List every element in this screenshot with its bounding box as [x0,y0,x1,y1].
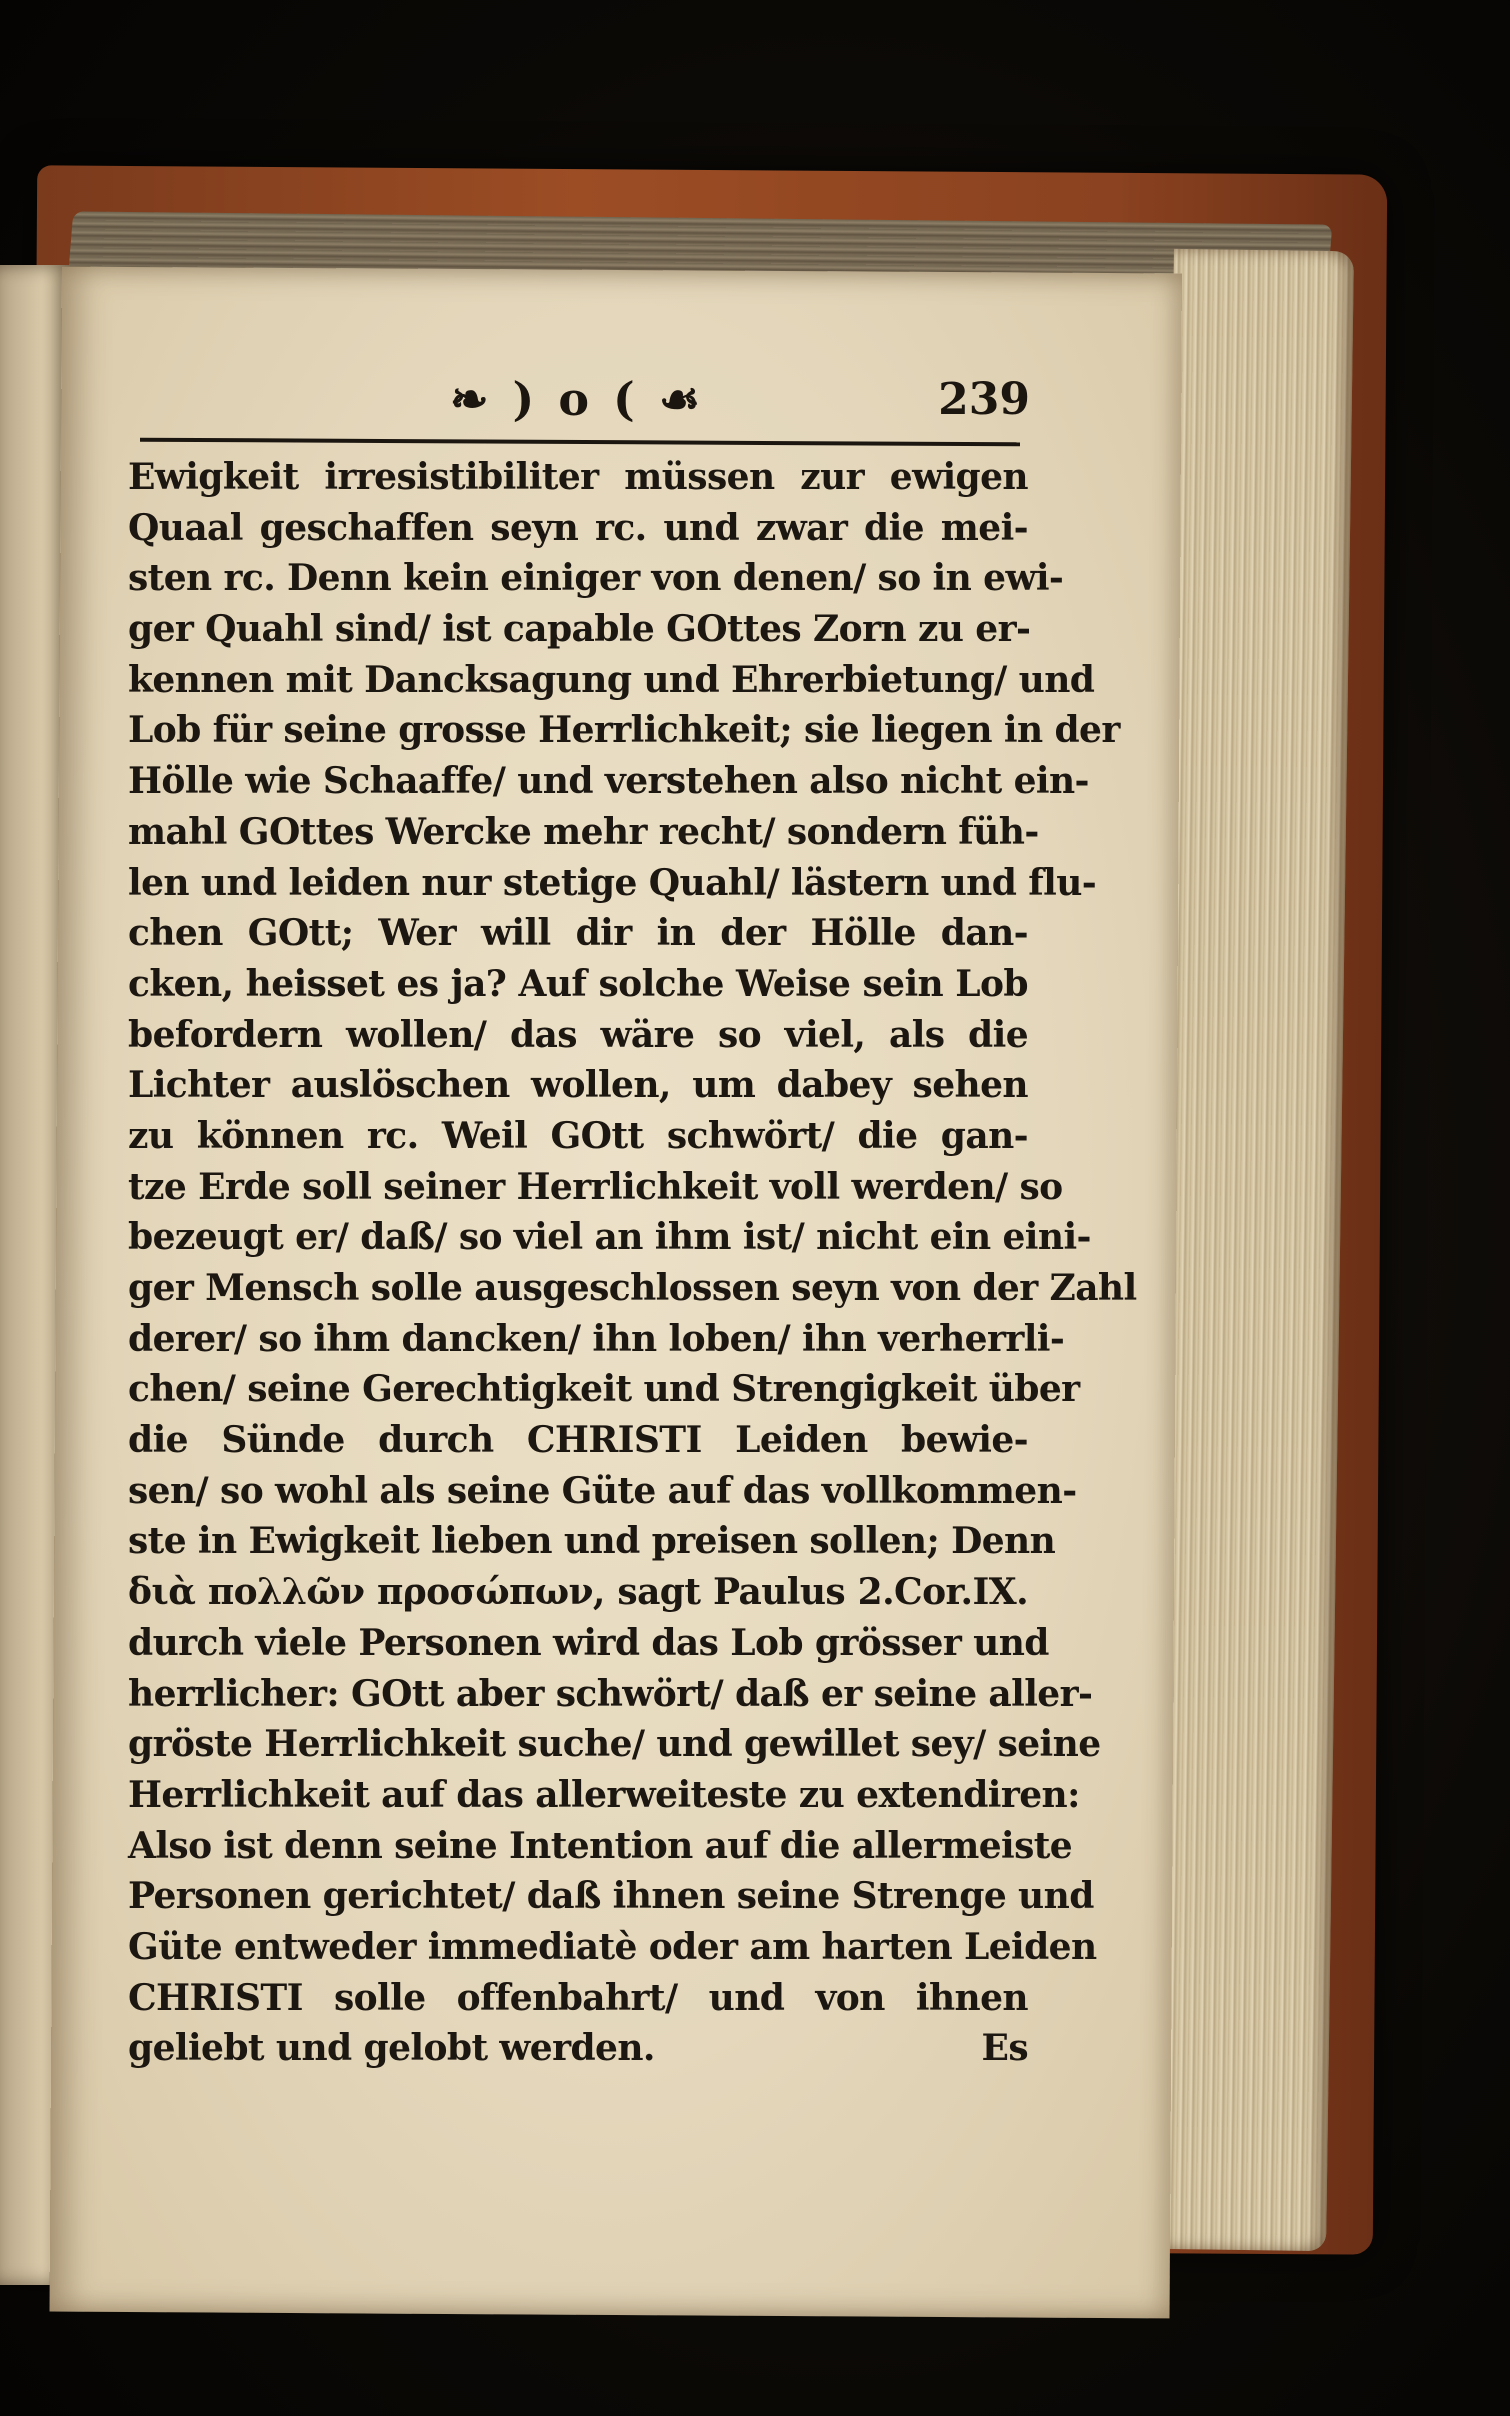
text-line: bezeugt er/ daß/ so viel an ihm ist/ nicht ein eini- [128,1216,1091,1259]
text-line: ger Mensch solle ausgeschlossen seyn von der Zahl [128,1267,1137,1309]
text-line: Personen gerichtet/ daß ihnen seine Strenge und [128,1875,1094,1918]
catchword: Es [981,2027,1028,2070]
text-line: zu können rc. Weil GOtt schwört/ die gan- [128,1114,1028,1157]
text-line: kennen mit Dancksagung und Ehrerbietung/ und [128,658,1095,701]
text-line: sten rc. Denn kein einiger von denen/ so in ewi- [128,557,1064,600]
text-line: CHRISTI solle offenbahrt/ und von ihnen [128,1976,1028,2019]
text-line: ger Quahl sind/ ist capable GOttes Zorn zu er- [128,608,1031,651]
text-line: sen/ so wohl als seine Güte auf das vollkommen- [128,1469,1077,1512]
text-line: herrlicher: GOtt aber schwört/ daß er seine aller- [128,1672,1093,1715]
text-line: cken, heisset es ja? Auf solche Weise sein Lob [128,962,1028,1005]
text-line: befordern wollen/ das wäre so viel, als die [128,1013,1028,1056]
text-line: Herrlichkeit auf das allerweiteste zu extendiren: [128,1773,1080,1816]
page-number: 239 [938,374,1030,425]
text-line: ste in Ewigkeit lieben und preisen sollen; Denn [128,1520,1056,1563]
header-ornament: ❧ ) o ( ☙ [450,372,705,426]
text-line: durch viele Personen wird das Lob grösser und [128,1621,1049,1664]
text-line: derer/ so ihm dancken/ ihn loben/ ihn verherrli- [128,1317,1065,1360]
text-line: Hölle wie Schaaffe/ und verstehen also nicht ein- [128,760,1089,803]
running-header [130,372,1030,432]
text-line: Also ist denn seine Intention auf die allermeiste [128,1824,1073,1867]
text-line: tze Erde soll seiner Herrlichkeit voll werden/ so [128,1165,1063,1208]
text-line: Quaal geschaffen seyn rc. und zwar die mei- [128,506,1028,549]
body-text [128,452,1137,2073]
text-line: die Sünde durch CHRISTI Leiden bewie- [128,1419,1028,1462]
text-line: Lob für seine grosse Herrlichkeit; sie liegen in der [128,709,1120,752]
text-line-last: geliebt und gelobt werden. [128,2027,655,2070]
text-line: Lichter auslöschen wollen, um dabey sehen [128,1064,1028,1107]
text-line: mahl GOttes Wercke mehr recht/ sondern füh- [128,810,1039,853]
final-line-row [128,2023,1028,2073]
text-line: Ewigkeit irresistibiliter müssen zur ewigen [128,456,1028,498]
text-line: διὰ πολλῶν προσώπων, sagt Paulus 2.Cor.IX. [128,1571,1028,1614]
text-line: Güte entweder immediatè oder am harten Leiden [128,1925,1097,1968]
text-line: gröste Herrlichkeit suche/ und gewillet sey/ seine [128,1723,1101,1766]
text-line: len und leiden nur stetige Quahl/ lästern und flu- [128,861,1097,904]
text-line: chen/ seine Gerechtigkeit und Strengigkeit über [128,1368,1080,1411]
text-line: chen GOtt; Wer will dir in der Hölle dan- [128,912,1028,955]
